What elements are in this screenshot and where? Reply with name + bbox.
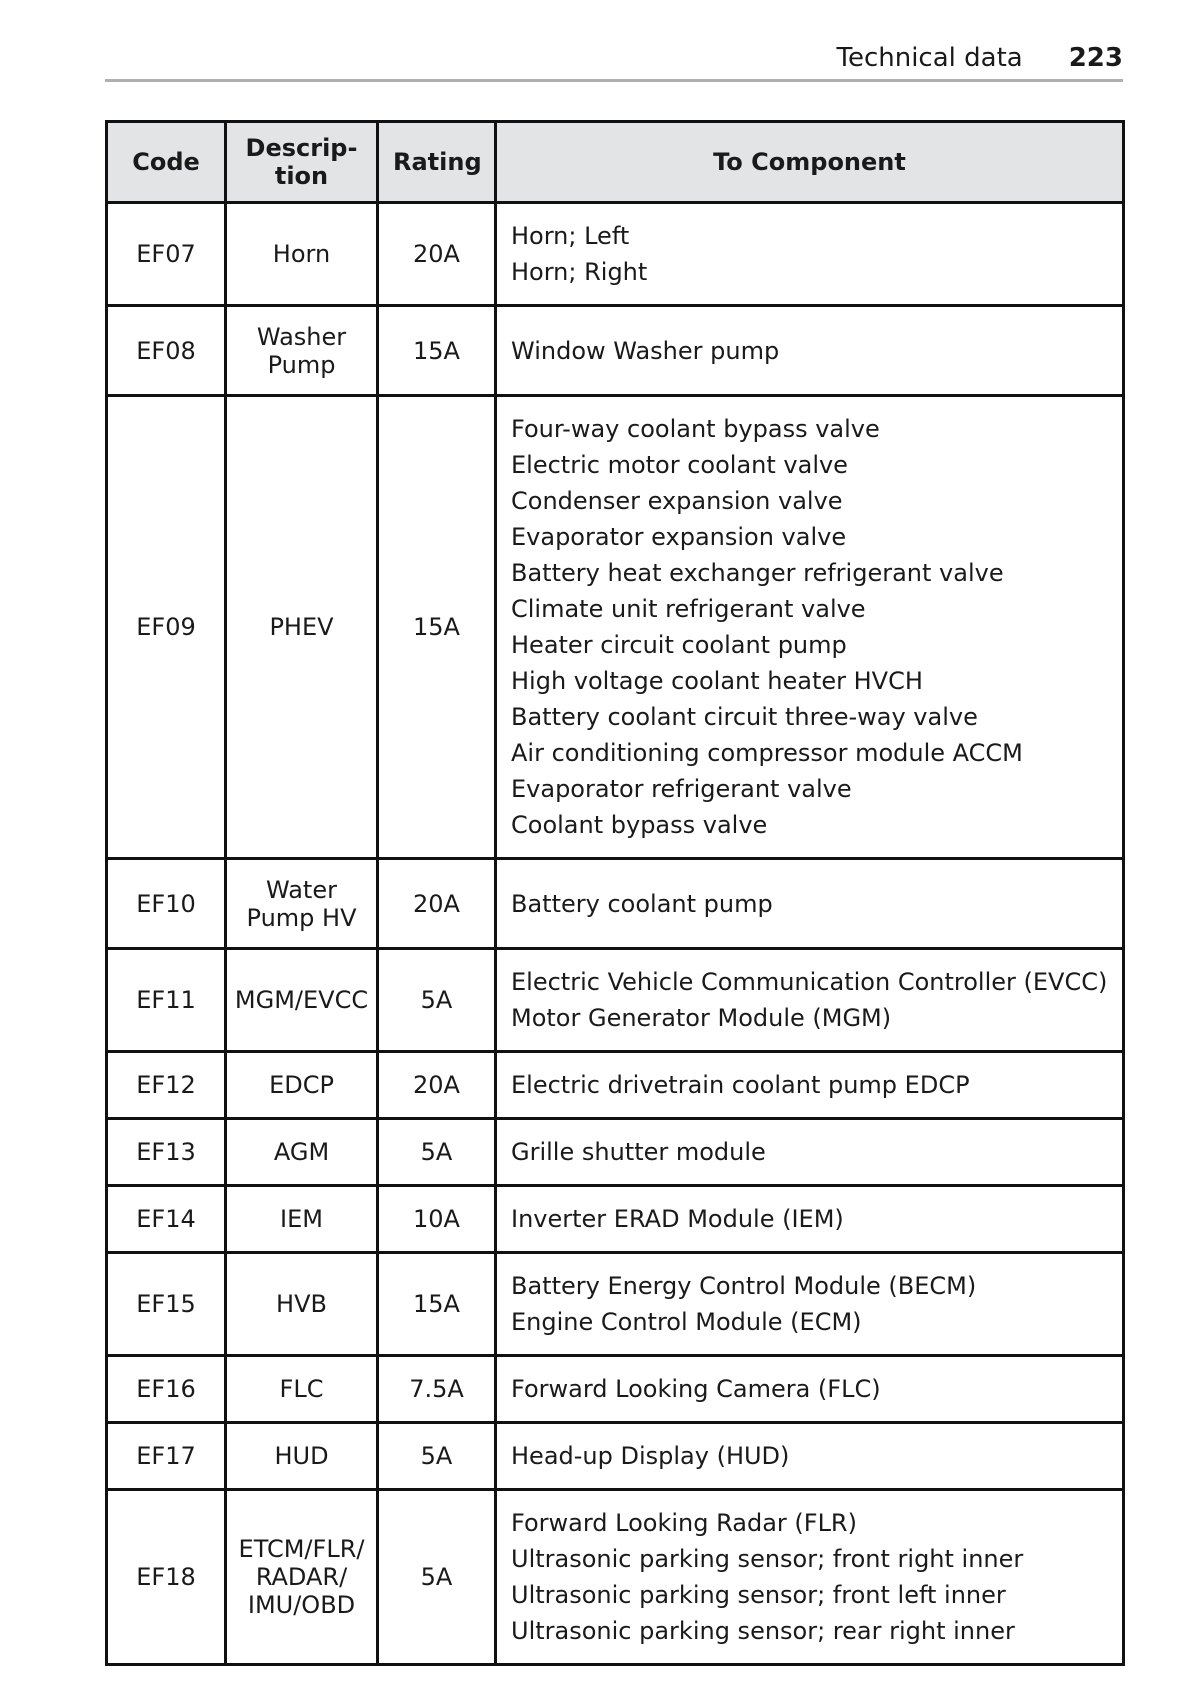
- component-item: High voltage coolant heater HVCH: [511, 667, 923, 695]
- component-item: Engine Control Module (ECM): [511, 1308, 862, 1336]
- fuse-code: EF16: [107, 1356, 226, 1423]
- section-title: Technical data: [836, 42, 1023, 73]
- component-item: Electric drivetrain coolant pump EDCP: [511, 1071, 970, 1099]
- table-row: [107, 1423, 1124, 1490]
- col-header-code: Code: [107, 122, 226, 203]
- fuse-code: EF08: [107, 306, 226, 396]
- component-item: Evaporator refrigerant valve: [511, 775, 852, 803]
- fuse-rating: 15A: [378, 1253, 496, 1356]
- component-item: Battery heat exchanger refrigerant valve: [511, 559, 1004, 587]
- component-item: Ultrasonic parking sensor; front left inner: [511, 1581, 1006, 1609]
- fuse-rating: 15A: [378, 396, 496, 859]
- fuse-components: [496, 1423, 1124, 1490]
- component-item: Ultrasonic parking sensor; rear right inner: [511, 1617, 1015, 1645]
- fuse-components: [496, 1186, 1124, 1253]
- fuse-description: HVB: [226, 1253, 378, 1356]
- fuse-components: [496, 1490, 1124, 1665]
- fuse-rating: 20A: [378, 203, 496, 306]
- fuse-code: EF18: [107, 1490, 226, 1665]
- fuse-rating: 20A: [378, 859, 496, 949]
- fuse-rating: 5A: [378, 949, 496, 1052]
- table-row: [107, 1356, 1124, 1423]
- table-row: [107, 203, 1124, 306]
- col-header-rating: Rating: [378, 122, 496, 203]
- component-item: Four-way coolant bypass valve: [511, 415, 880, 443]
- table-row: [107, 1490, 1124, 1665]
- component-item: Forward Looking Camera (FLC): [511, 1375, 881, 1403]
- fuse-components: [496, 859, 1124, 949]
- col-header-component: To Component: [496, 122, 1124, 203]
- table-row: [107, 1119, 1124, 1186]
- component-item: Heater circuit coolant pump: [511, 631, 847, 659]
- fuse-rating: 20A: [378, 1052, 496, 1119]
- fuse-table-body: [107, 203, 1124, 1665]
- fuse-code: EF14: [107, 1186, 226, 1253]
- fuse-description: IEM: [226, 1186, 378, 1253]
- table-header-row: [107, 122, 1124, 203]
- fuse-description: PHEV: [226, 396, 378, 859]
- fuse-code: EF13: [107, 1119, 226, 1186]
- component-item: Electric motor coolant valve: [511, 451, 848, 479]
- fuse-code: EF11: [107, 949, 226, 1052]
- fuse-description: Washer Pump: [226, 306, 378, 396]
- fuse-code: EF12: [107, 1052, 226, 1119]
- fuse-components: [496, 1356, 1124, 1423]
- component-item: Battery coolant circuit three-way valve: [511, 703, 978, 731]
- fuse-components: [496, 1253, 1124, 1356]
- table-row: [107, 306, 1124, 396]
- fuse-components: [496, 396, 1124, 859]
- table-row: [107, 396, 1124, 859]
- table-row: [107, 1253, 1124, 1356]
- fuse-description: FLC: [226, 1356, 378, 1423]
- component-item: Air conditioning compressor module ACCM: [511, 739, 1023, 767]
- component-item: Coolant bypass valve: [511, 811, 768, 839]
- component-item: Motor Generator Module (MGM): [511, 1004, 892, 1032]
- fuse-components: [496, 203, 1124, 306]
- table-row: [107, 859, 1124, 949]
- fuse-components: [496, 306, 1124, 396]
- fuse-code: EF07: [107, 203, 226, 306]
- component-item: Horn; Left: [511, 222, 630, 250]
- fuse-components: [496, 949, 1124, 1052]
- component-item: Forward Looking Radar (FLR): [511, 1509, 857, 1537]
- fuse-description: HUD: [226, 1423, 378, 1490]
- fuse-table: [105, 120, 1125, 1666]
- component-item: Electric Vehicle Communication Controller (EVCC): [511, 968, 1108, 996]
- component-item: Battery Energy Control Module (BECM): [511, 1272, 977, 1300]
- fuse-description: MGM/EVCC: [226, 949, 378, 1052]
- fuse-code: EF15: [107, 1253, 226, 1356]
- fuse-code: EF10: [107, 859, 226, 949]
- fuse-description: Horn: [226, 203, 378, 306]
- table-row: [107, 1052, 1124, 1119]
- component-item: Evaporator expansion valve: [511, 523, 847, 551]
- component-item: Condenser expansion valve: [511, 487, 843, 515]
- fuse-description: AGM: [226, 1119, 378, 1186]
- fuse-rating: 7.5A: [378, 1356, 496, 1423]
- component-item: Climate unit refrigerant valve: [511, 595, 866, 623]
- col-header-description: Descrip- tion: [226, 122, 378, 203]
- component-item: Ultrasonic parking sensor; front right inner: [511, 1545, 1024, 1573]
- component-item: Battery coolant pump: [511, 889, 773, 918]
- fuse-components: [496, 1119, 1124, 1186]
- fuse-description: EDCP: [226, 1052, 378, 1119]
- table-row: [107, 949, 1124, 1052]
- fuse-description: ETCM/FLR/ RADAR/ IMU/OBD: [226, 1490, 378, 1665]
- component-item: Grille shutter module: [511, 1138, 766, 1166]
- table-row: [107, 1186, 1124, 1253]
- fuse-code: EF17: [107, 1423, 226, 1490]
- fuse-rating: 10A: [378, 1186, 496, 1253]
- component-item: Window Washer pump: [511, 336, 780, 365]
- fuse-components: [496, 1052, 1124, 1119]
- component-item: Horn; Right: [511, 258, 648, 286]
- component-item: Head-up Display (HUD): [511, 1442, 790, 1470]
- fuse-code: EF09: [107, 396, 226, 859]
- page-header: [105, 44, 1123, 82]
- component-item: Inverter ERAD Module (IEM): [511, 1205, 844, 1233]
- fuse-rating: 15A: [378, 306, 496, 396]
- fuse-rating: 5A: [378, 1119, 496, 1186]
- page-number: 223: [1068, 42, 1123, 73]
- fuse-description: Water Pump HV: [226, 859, 378, 949]
- fuse-rating: 5A: [378, 1423, 496, 1490]
- fuse-rating: 5A: [378, 1490, 496, 1665]
